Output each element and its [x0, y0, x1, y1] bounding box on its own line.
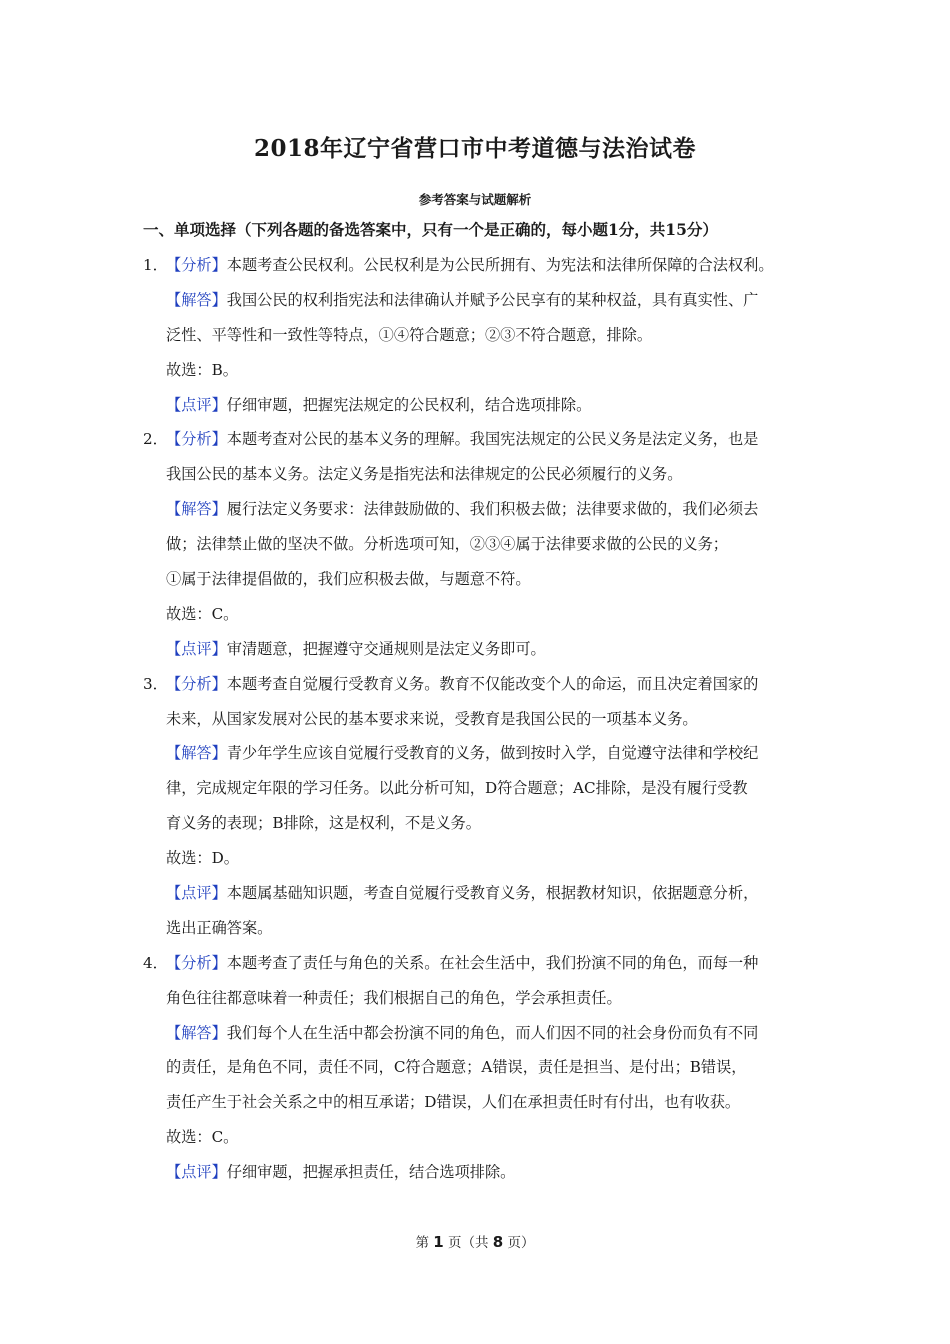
comment-text: 仔细审题，把握宪法规定的公民权利，结合选项排除。	[226, 395, 592, 414]
question-answer-line	[143, 492, 823, 527]
question-item	[143, 667, 823, 946]
comment-text: 选出正确答案。	[166, 918, 273, 937]
answer-text: 我们每个人在生活中都会扮演不同的角色，而人们因不同的社会身份而负有不同	[226, 1023, 759, 1042]
answer-text: 泛性、平等性和一致性等特点，①④符合题意；②③不符合题意，排除。	[166, 325, 652, 344]
question-comment-line	[143, 632, 823, 667]
section-heading: 一、单项选择（下列各题的备选答案中，只有一个是正确的，每小题1分，共15分）	[143, 220, 718, 239]
question-answer-line	[143, 1050, 823, 1085]
question-answer-line	[143, 1085, 823, 1120]
question-choice: 故选：C。	[166, 604, 239, 623]
analysis-tag: 【分析】	[166, 674, 227, 693]
question-item	[143, 946, 823, 1190]
question-item	[143, 248, 823, 422]
answer-tag: 【解答】	[166, 1023, 227, 1042]
answer-text: 的责任，是角色不同，责任不同，C符合题意；A错误，责任是担当、是付出；B错误，	[166, 1058, 747, 1077]
question-number: 2．	[143, 430, 168, 449]
answer-text: 履行法定义务要求：法律鼓励做的、我们积极去做；法律要求做的，我们必须去	[226, 500, 759, 519]
comment-text: 仔细审题，把握承担责任，结合选项排除。	[226, 1163, 516, 1182]
question-choice: 故选：D。	[166, 849, 239, 868]
question-answer-line	[143, 318, 823, 353]
question-analysis-line	[143, 946, 823, 981]
answer-tag: 【解答】	[166, 290, 227, 309]
comment-tag: 【点评】	[166, 639, 227, 658]
question-number: 1．	[143, 256, 168, 274]
document-subtitle: 参考答案与试题解析	[418, 192, 532, 207]
analysis-text: 未来，从国家发展对公民的基本要求来说，受教育是我国公民的一项基本义务。	[166, 709, 698, 728]
question-analysis-line	[143, 422, 823, 457]
comment-tag: 【点评】	[166, 395, 227, 414]
answer-text: 律，完成规定年限的学习任务。以此分析可知，D符合题意；AC排除，是没有履行受教	[166, 779, 748, 798]
question-list	[143, 248, 823, 1190]
analysis-text: 本题考查对公民的基本义务的理解。我国宪法规定的公民义务是法定义务，也是	[226, 430, 759, 449]
document-title: 2018年辽宁省营口市中考道德与法治试卷	[253, 135, 696, 162]
answer-text: 责任产生于社会关系之中的相互承诺；D错误，人们在承担责任时有付出，也有收获。	[166, 1093, 741, 1112]
comment-text: 审清题意，把握遵守交通规则是法定义务即可。	[226, 639, 546, 658]
footer-total-pages: 8	[492, 1233, 504, 1251]
question-analysis-line	[143, 667, 823, 702]
analysis-text: 本题考查了责任与角色的关系。在社会生活中，我们扮演不同的角色，而每一种	[226, 953, 759, 972]
question-answer-line	[143, 283, 823, 318]
question-comment-line	[143, 388, 823, 423]
question-answer-line	[143, 806, 823, 841]
answer-tag: 【解答】	[166, 744, 227, 763]
analysis-text: 本题考查自觉履行受教育义务。教育不仅能改变个人的命运，而且决定着国家的	[226, 674, 759, 693]
comment-tag: 【点评】	[166, 1163, 227, 1182]
question-choice: 故选：B。	[166, 360, 238, 379]
answer-text: ①属于法律提倡做的，我们应积极去做，与题意不符。	[166, 570, 531, 589]
analysis-text: 角色往往都意味着一种责任；我们根据自己的角色，学会承担责任。	[166, 988, 622, 1007]
question-comment-line	[143, 876, 823, 911]
answer-text: 青少年学生应该自觉履行受教育的义务，做到按时入学，自觉遵守法律和学校纪	[226, 744, 759, 763]
analysis-text: 本题考查公民权利。公民权利是为公民所拥有、为宪法和法律所保障的合法权利。	[226, 256, 774, 274]
footer-page-number: 1	[433, 1233, 444, 1251]
analysis-tag: 【分析】	[166, 256, 227, 274]
question-answer-line	[143, 736, 823, 771]
question-answer-line	[143, 527, 823, 562]
question-choice: 故选：C。	[166, 1128, 239, 1147]
analysis-tag: 【分析】	[166, 430, 227, 449]
comment-text: 本题属基础知识题，考查自觉履行受教育义务，根据教材知识，依据题意分析，	[226, 884, 759, 903]
question-comment-line	[143, 1155, 823, 1190]
question-analysis-line	[143, 702, 823, 737]
question-item	[143, 422, 823, 666]
page-footer	[0, 1231, 950, 1251]
question-answer-line	[143, 1016, 823, 1051]
question-analysis-line	[143, 981, 823, 1016]
question-comment-line	[143, 911, 823, 946]
question-number: 3．	[143, 674, 168, 693]
answer-tag: 【解答】	[166, 500, 227, 519]
question-number: 4．	[143, 953, 168, 972]
answer-text: 我国公民的权利指宪法和法律确认并赋予公民享有的某种权益，具有真实性、广	[226, 290, 759, 309]
answer-text: 育义务的表现；B排除，这是权利，不是义务。	[166, 814, 481, 833]
question-answer-line	[143, 771, 823, 806]
footer-suffix: 页）	[507, 1235, 535, 1251]
comment-tag: 【点评】	[166, 884, 227, 903]
question-answer-line	[143, 562, 823, 597]
question-analysis-line	[143, 457, 823, 492]
footer-prefix: 第	[415, 1235, 429, 1251]
footer-middle: 页（共	[448, 1235, 489, 1251]
analysis-text: 我国公民的基本义务。法定义务是指宪法和法律规定的公民必须履行的义务。	[166, 465, 683, 484]
answer-text: 做；法律禁止做的坚决不做。分析选项可知，②③④属于法律要求做的公民的义务；	[166, 535, 728, 554]
analysis-tag: 【分析】	[166, 953, 227, 972]
question-analysis-line	[143, 248, 823, 283]
